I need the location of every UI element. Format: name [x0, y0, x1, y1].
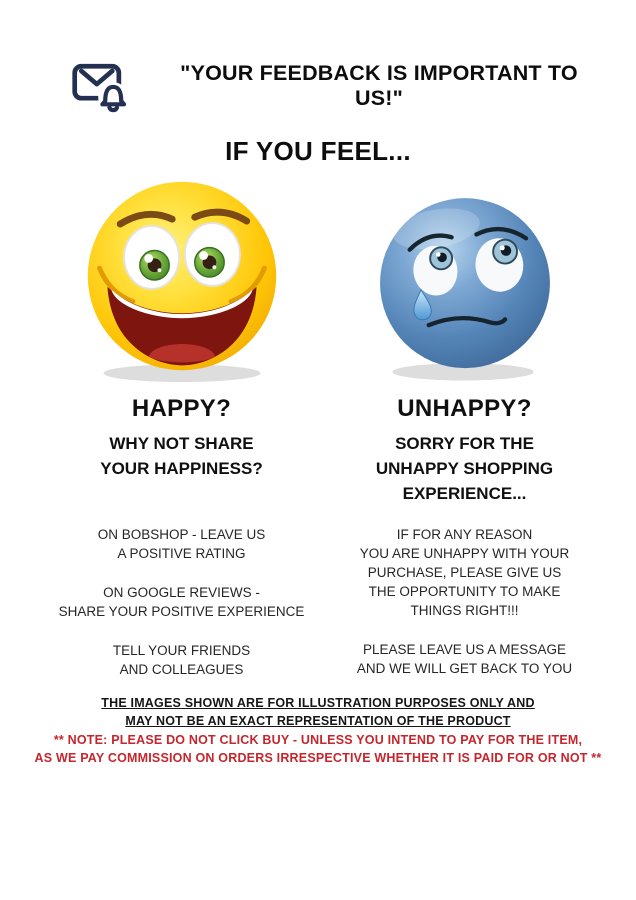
happy-heading: HAPPY? [131, 395, 232, 422]
text-line: YOUR HAPPINESS? [100, 459, 263, 478]
text-line: YOU ARE UNHAPPY WITH YOUR [359, 546, 570, 561]
mail-notification-icon [70, 58, 132, 114]
unhappy-column [323, 171, 606, 679]
happy-body [59, 525, 305, 679]
payment-note [0, 732, 636, 767]
unhappy-heading: UNHAPPY? [397, 395, 532, 422]
sad-face-image [360, 171, 570, 383]
image-disclaimer [0, 695, 636, 730]
text-line: SHARE YOUR POSITIVE EXPERIENCE [58, 604, 305, 619]
text-line: AND WE WILL GET BACK TO YOU [356, 661, 573, 676]
text-line: AS WE PAY COMMISSION ON ORDERS IRRESPECTIVE WHETHER IT IS PAID FOR OR NOT ** [34, 750, 602, 765]
paragraph [59, 583, 305, 621]
footer [0, 695, 636, 767]
text-line: ON GOOGLE REVIEWS - [103, 585, 260, 600]
text-line: AND COLLEAGUES [119, 662, 244, 677]
happy-face-image [64, 171, 300, 383]
text-line: WHY NOT SHARE [109, 434, 254, 453]
unhappy-body [357, 525, 572, 678]
text-line: THINGS RIGHT!!! [410, 603, 519, 618]
paragraph [59, 525, 305, 563]
happy-subheading [100, 431, 262, 509]
text-line: TELL YOUR FRIENDS [112, 643, 251, 658]
text-line: PLEASE LEAVE US A MESSAGE [362, 642, 567, 657]
text-line: ** NOTE: PLEASE DO NOT CLICK BUY - UNLESS YOU INTEND TO PAY FOR THE ITEM, [53, 733, 583, 747]
text-line: SORRY FOR THE [395, 434, 534, 453]
paragraph [357, 640, 572, 678]
happy-column [40, 171, 323, 679]
paragraph [357, 525, 572, 620]
text-line: IF FOR ANY REASON [396, 527, 533, 542]
unhappy-subheading [376, 431, 553, 509]
two-column-layout [0, 171, 636, 679]
paragraph [59, 641, 305, 679]
subtitle: IF YOU FEEL... [225, 136, 411, 166]
header [0, 0, 636, 114]
text-line: MAY NOT BE AN EXACT REPRESENTATION OF THE PRODUCT [125, 713, 511, 728]
text-line: UNHAPPY SHOPPING [375, 459, 554, 478]
page-title: "YOUR FEEDBACK IS IMPORTANT TO US!" [180, 61, 578, 110]
text-line: THE OPPORTUNITY TO MAKE [368, 584, 561, 599]
text-line: A POSITIVE RATING [117, 546, 246, 561]
text-line: EXPERIENCE... [402, 484, 527, 503]
text-line: ON BOBSHOP - LEAVE US [97, 527, 266, 542]
text-line: THE IMAGES SHOWN ARE FOR ILLUSTRATION PURPOSES ONLY AND [101, 696, 535, 710]
text-line: PURCHASE, PLEASE GIVE US [367, 565, 562, 580]
